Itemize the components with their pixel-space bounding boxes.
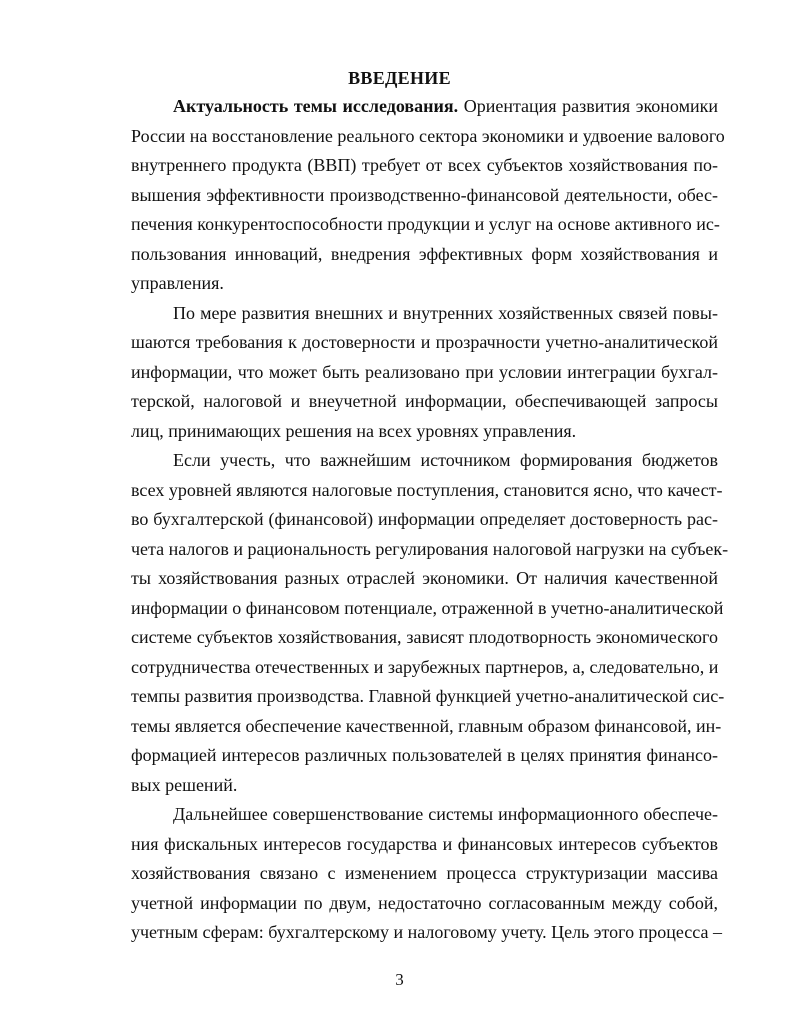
text-line: учетным сферам: бухгалтерскому и налоговому учету. Цель этого процесса – xyxy=(131,922,722,942)
text-line: формацией интересов различных пользователей в целях принятия финансо- xyxy=(131,745,718,765)
paragraph xyxy=(131,800,722,948)
text-line: России на восстановление реального сектора экономики и удвоение валового xyxy=(131,125,725,146)
text-line: вышения эффективности производственно-финансовой деятельности, обес- xyxy=(131,184,718,205)
text-line: лиц, принимающих решения на всех уровнях управления. xyxy=(131,420,577,441)
text-line: Если учесть, что важнейшим источником формирования бюджетов xyxy=(173,450,718,470)
text-line: сотрудничества отечественных и зарубежных партнеров, а, следовательно, и xyxy=(131,656,719,677)
text-line: информации о финансовом потенциале, отраженной в учетно-аналитической xyxy=(131,597,724,618)
paragraph-lead: Актуальность темы исследования. xyxy=(173,96,459,116)
body-text xyxy=(131,92,729,948)
text-line: хозяйствования связано с изменением процесса структуризации массива xyxy=(131,863,718,883)
text-line: Дальнейшее совершенствование системы информационного обеспече- xyxy=(173,804,718,824)
text-line: пользования инноваций, внедрения эффективных форм хозяйствования и xyxy=(131,243,718,264)
paragraph xyxy=(131,446,729,800)
text-line: ния фискальных интересов государства и финансовых интересов субъектов xyxy=(131,833,718,854)
text-line: во бухгалтерской (финансовой) информации определяет достоверность рас- xyxy=(131,509,718,529)
text-line: терской, налоговой и внеучетной информации, обеспечивающей запросы xyxy=(131,391,718,411)
text-line: внутреннего продукта (ВВП) требует от всех субъектов хозяйствования по- xyxy=(131,155,718,175)
text-line: шаются требования к достоверности и прозрачности учетно-аналитической xyxy=(131,332,718,352)
section-heading: ВВЕДЕНИЕ xyxy=(348,68,451,88)
text-line: По мере развития внешних и внутренних хозяйственных связей повы- xyxy=(173,302,718,323)
text-line: вых решений. xyxy=(131,774,238,795)
text-line: ты хозяйствования разных отраслей экономики. От наличия качественной xyxy=(131,568,718,588)
text-line: чета налогов и рациональность регулирования налоговой нагрузки на субъек- xyxy=(131,538,729,559)
text-line: учетной информации по двум, недостаточно согласованным между собой, xyxy=(131,892,718,913)
text-line: всех уровней являются налоговые поступления, становится ясно, что качест- xyxy=(131,479,723,500)
text-line: печения конкурентоспособности продукции и услуг на основе активного ис- xyxy=(131,214,720,234)
text-line: темпы развития производства. Главной функцией учетно-аналитической сис- xyxy=(131,686,725,706)
paragraph xyxy=(131,299,718,447)
text-line: Актуальность темы исследования. Ориентация развития экономики xyxy=(173,96,718,116)
text-line: темы является обеспечение качественной, главным образом финансовой, ин- xyxy=(131,715,722,736)
text-line: системе субъектов хозяйствования, зависят плодотворность экономического xyxy=(131,627,718,647)
text-line: управления. xyxy=(131,273,224,293)
page-number: 3 xyxy=(395,970,404,989)
text-line: информации, что может быть реализовано при условии интеграции бухгал- xyxy=(131,361,718,382)
paragraph xyxy=(131,92,725,299)
